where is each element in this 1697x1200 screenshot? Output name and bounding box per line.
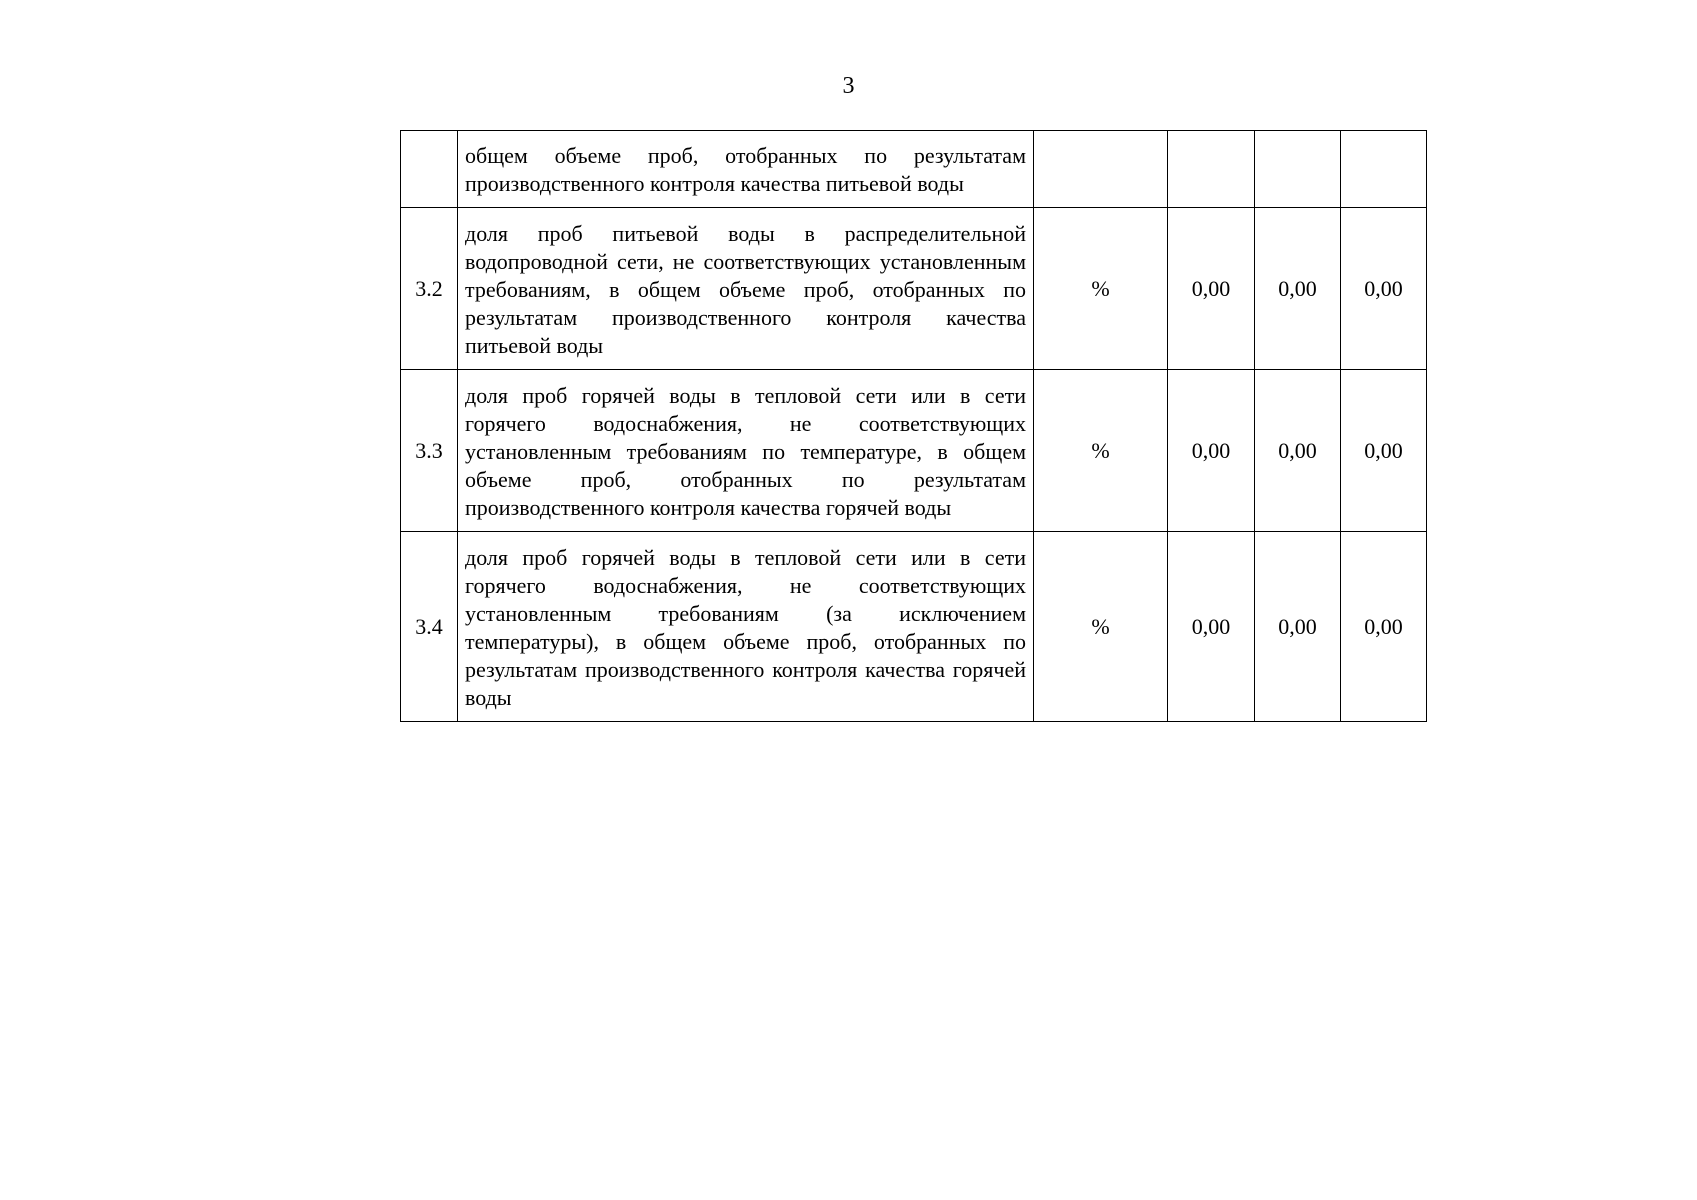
value-cell-1: 0,00 <box>1168 208 1255 370</box>
value-cell-1: 0,00 <box>1168 532 1255 722</box>
indicator-description-cell: общем объеме проб, отобранных по результатам производственного контроля качества питьевой воды <box>458 131 1034 208</box>
value-cell-3: 0,00 <box>1341 208 1427 370</box>
table-row <box>401 208 1427 370</box>
unit-cell: % <box>1034 532 1168 722</box>
indicator-description-cell: доля проб горячей воды в тепловой сети или в сети горячего водоснабжения, не соответствующих установленным требованиям (за исключением температуры), в общем объеме проб, отобранных по результатам производственного контроля качества горячей воды <box>458 532 1034 722</box>
row-number-cell: 3.4 <box>401 532 458 722</box>
unit-cell <box>1034 131 1168 208</box>
row-number-cell <box>401 131 458 208</box>
value-cell-2: 0,00 <box>1255 532 1341 722</box>
row-number-cell: 3.3 <box>401 370 458 532</box>
unit-cell: % <box>1034 370 1168 532</box>
value-cell-2 <box>1255 131 1341 208</box>
unit-cell: % <box>1034 208 1168 370</box>
value-cell-2: 0,00 <box>1255 208 1341 370</box>
value-cell-3 <box>1341 131 1427 208</box>
row-number-cell: 3.2 <box>401 208 458 370</box>
indicator-description-cell: доля проб горячей воды в тепловой сети или в сети горячего водоснабжения, не соответствующих установленным требованиям по температуре, в общем объеме проб, отобранных по результатам производственного контроля качества горячей воды <box>458 370 1034 532</box>
value-cell-3: 0,00 <box>1341 532 1427 722</box>
value-cell-2: 0,00 <box>1255 370 1341 532</box>
table-row <box>401 370 1427 532</box>
table-row <box>401 131 1427 208</box>
value-cell-1 <box>1168 131 1255 208</box>
indicators-table <box>400 130 1427 722</box>
indicator-description-cell: доля проб питьевой воды в распределительной водопроводной сети, не соответствующих установленным требованиям, в общем объеме проб, отобранных по результатам производственного контроля качества питьевой воды <box>458 208 1034 370</box>
table-row <box>401 532 1427 722</box>
page-number: 3 <box>842 73 855 99</box>
value-cell-1: 0,00 <box>1168 370 1255 532</box>
value-cell-3: 0,00 <box>1341 370 1427 532</box>
